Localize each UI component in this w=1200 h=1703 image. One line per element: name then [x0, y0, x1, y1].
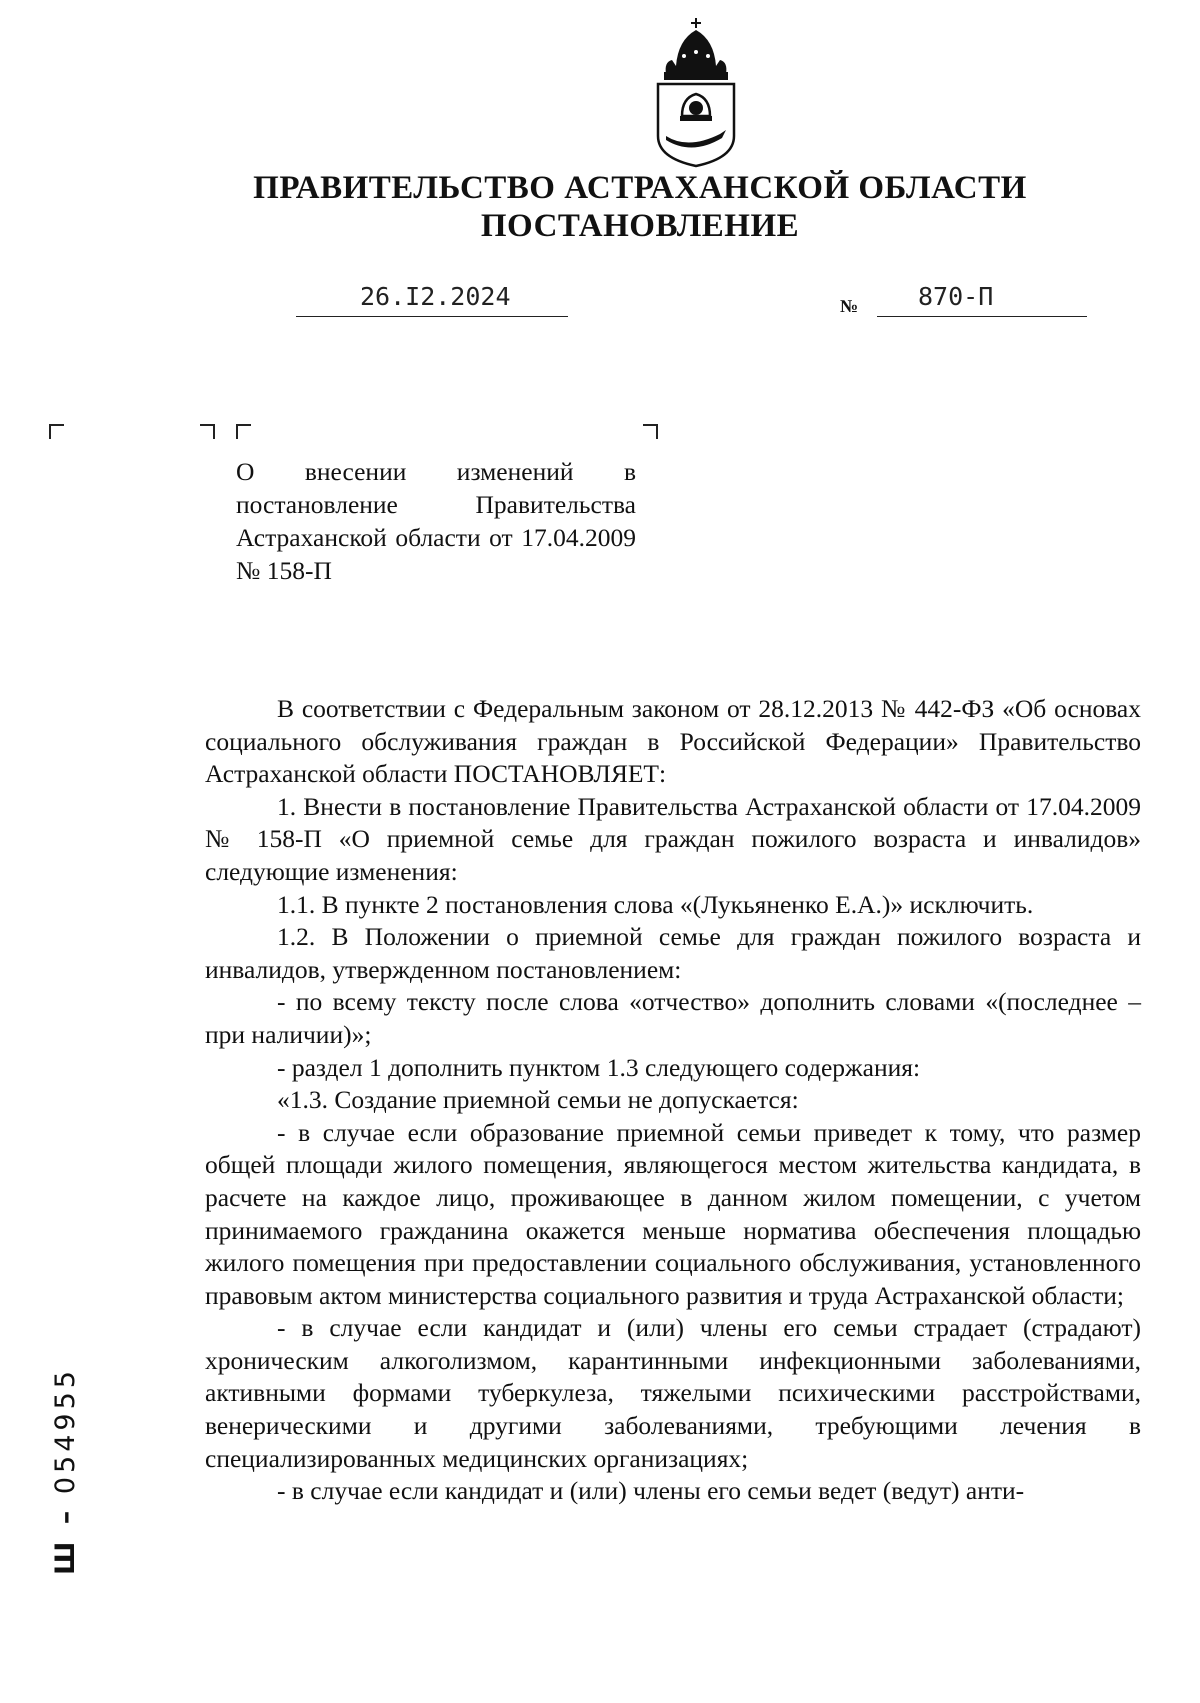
- date-underline: [296, 316, 568, 317]
- document-body: [205, 693, 1141, 1508]
- paragraph: - раздел 1 дополнить пунктом 1.3 следующего содержания:: [277, 1052, 921, 1082]
- document-subject: О внесении изменений в постановление Правительства Астраханской области от 17.04.2009 № 158-П: [236, 457, 636, 585]
- paragraph: - в случае если кандидат и (или) члены его семьи страдает (страдают) хроническим алкоголизмом, карантинными инфекционными заболеваниями, активными формами туберкулеза, тяжелыми психическими расстройствами, венерическими и другими заболеваниями, требующими лечения в специализированных медицинских организациях;: [205, 1313, 1141, 1473]
- document-type: ПОСТАНОВЛЕНИЕ: [480, 208, 800, 244]
- paragraph: - в случае если кандидат и (или) члены его семьи ведет (ведут) анти-: [277, 1476, 1025, 1506]
- astrakhan-coat-of-arms-icon: [648, 18, 744, 168]
- corner-mark: [236, 424, 251, 439]
- corner-mark: [643, 424, 658, 439]
- paragraph: 1. Внести в постановление Правительства Астраханской области от 17.04.2009 № 158-П «О приемной семье для граждан пожилого возраста и инвалидов» следующие изменения:: [205, 791, 1141, 886]
- number-sign: №: [840, 296, 859, 316]
- document-date: 26.I2.2024: [360, 282, 511, 311]
- paragraph: В соответствии с Федеральным законом от 28.12.2013 № 442-ФЗ «Об основах социального обслуживания граждан в Российской Федерации» Правительство Астраханской области ПОСТАНОВЛЯЕТ:: [205, 694, 1141, 789]
- paragraph: - по всему тексту после слова «отчество» дополнить словами «(последнее – при наличии)»;: [205, 987, 1141, 1049]
- paragraph: «1.3. Создание приемной семьи не допускается:: [277, 1085, 799, 1115]
- paragraph: - в случае если образование приемной семьи приведет к тому, что размер общей площади жилого помещения, являющегося местом жительства кандидата, в расчете на каждое лицо, проживающее в данном жилом помещении, с учетом принимаемого гражданина окажется меньше норматива обеспечения площадью жилого помещения при предоставлении социального обслуживания, установленного правовым актом министерства социального развития и труда Астраханской области;: [205, 1117, 1141, 1310]
- corner-mark: [200, 424, 215, 439]
- paragraph: 1.2. В Положении о приемной семье для граждан пожилого возраста и инвалидов, утвержденном постановлением:: [205, 922, 1141, 984]
- corner-mark: [49, 424, 64, 439]
- serial-digits: 054955: [50, 1367, 81, 1495]
- serial-number: [50, 1367, 81, 1575]
- document-number: 870-П: [918, 282, 994, 311]
- paragraph: 1.1. В пункте 2 постановления слова «(Лукьяненко Е.А.)» исключить.: [277, 889, 1034, 919]
- organization-name: ПРАВИТЕЛЬСТВО АСТРАХАНСКОЙ ОБЛАСТИ: [253, 170, 1027, 206]
- serial-prefix: Ш –: [50, 1506, 81, 1575]
- number-underline: [877, 316, 1087, 317]
